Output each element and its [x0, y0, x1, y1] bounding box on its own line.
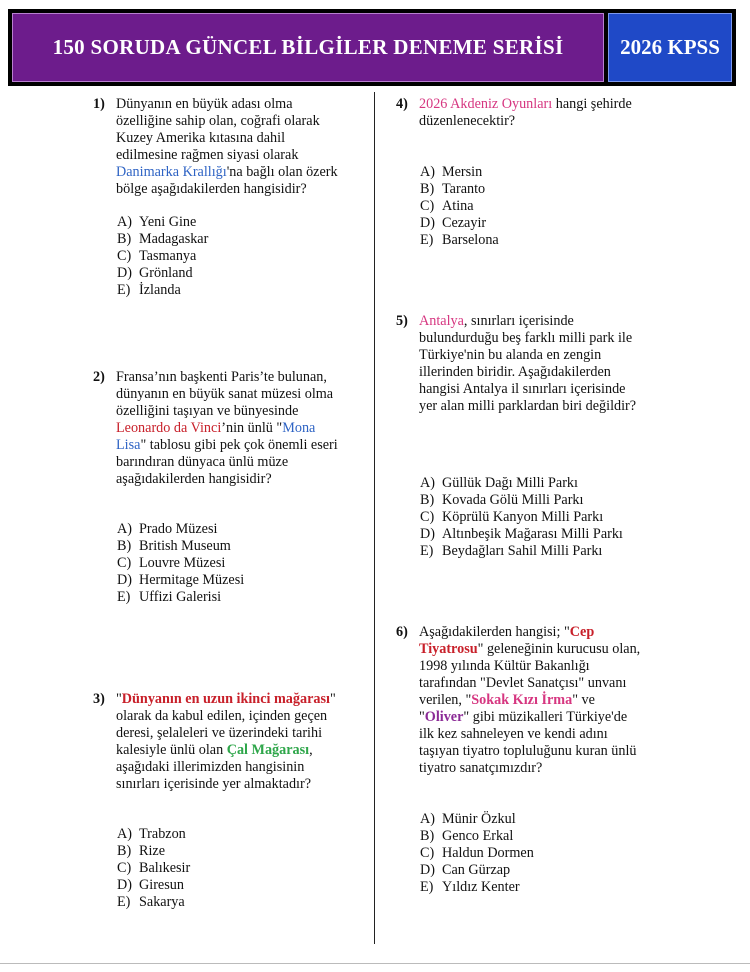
stem-text: tiyatro sanatçımızdır? — [419, 760, 543, 776]
stem-text: Kuzey Amerika kıtasına dahil — [116, 130, 286, 146]
answer-option[interactable] — [117, 265, 208, 282]
question-5 — [396, 313, 666, 415]
option-letter: A) — [420, 811, 435, 827]
stem-text: kalesiyle ünlü olan — [116, 742, 227, 758]
stem-text: özelliğini taşıyan ve bünyesinde — [116, 403, 299, 419]
option-text: Madagaskar — [139, 231, 209, 247]
question-2-options — [117, 521, 244, 606]
answer-option[interactable] — [420, 164, 499, 181]
question-6 — [396, 624, 666, 777]
answer-option[interactable] — [117, 843, 190, 860]
stem-line — [419, 760, 666, 777]
answer-option[interactable] — [117, 248, 208, 265]
stem-text: Türkiye'nin bu alanda en zengin — [419, 347, 602, 363]
stem-line — [116, 420, 363, 437]
question-5-options — [420, 475, 623, 560]
question-stem — [116, 691, 363, 793]
answer-option[interactable] — [117, 214, 208, 231]
question-stem — [116, 96, 363, 198]
exam-badge: 2026 KPSS — [620, 35, 720, 59]
stem-text: deresi, şelaleleri ve üzerindeki tarihi — [116, 725, 323, 741]
option-letter: A) — [117, 521, 132, 537]
page-bottom-edge — [0, 963, 750, 964]
answer-option[interactable] — [420, 198, 499, 215]
highlighted-term: Danimarka Krallığı — [116, 164, 227, 180]
option-text: Güllük Dağı Milli Parkı — [442, 475, 578, 491]
stem-line — [116, 725, 363, 742]
answer-option[interactable] — [420, 492, 623, 509]
question-stem — [419, 313, 666, 415]
answer-option[interactable] — [420, 475, 623, 492]
stem-line — [419, 624, 666, 641]
stem-text: 1998 yılında Kültür Bakanlığı — [419, 658, 590, 674]
option-text: Yeni Gine — [139, 214, 197, 230]
question-number: 2) — [93, 369, 105, 385]
stem-text: sınırları içerisinde yer almaktadır? — [116, 776, 311, 792]
option-letter: B) — [420, 181, 435, 197]
highlighted-term: Leonardo da Vinci — [116, 420, 222, 436]
option-text: Haldun Dormen — [442, 845, 534, 861]
stem-text: aşağıdaki illerimizden hangisinin — [116, 759, 305, 775]
stem-line — [116, 437, 363, 454]
option-text: Kovada Gölü Milli Parkı — [442, 492, 584, 508]
question-stem — [419, 96, 666, 130]
stem-line — [419, 675, 666, 692]
option-text: Giresun — [139, 877, 184, 893]
option-text: Genco Erkal — [442, 828, 514, 844]
stem-text: 'na bağlı olan özerk — [226, 164, 338, 180]
answer-option[interactable] — [420, 232, 499, 249]
option-text: Rize — [139, 843, 165, 859]
stem-text: " ve — [572, 692, 595, 708]
stem-line — [116, 147, 363, 164]
answer-option[interactable] — [117, 877, 190, 894]
option-text: Tasmanya — [139, 248, 197, 264]
stem-text: " tablosu gibi pek çok önemli eseri — [140, 437, 338, 453]
option-letter: A) — [420, 164, 435, 180]
option-letter: B) — [117, 843, 132, 859]
highlighted-term: Cep — [569, 624, 595, 640]
stem-text: taşıyan tiyatro topluluğunu kuran ünlü — [419, 743, 637, 759]
exam-badge-panel — [608, 13, 732, 82]
option-text: Münir Özkul — [442, 811, 516, 827]
option-text: Prado Müzesi — [139, 521, 218, 537]
stem-line — [116, 691, 363, 708]
option-text: Uffizi Galerisi — [139, 589, 222, 605]
page-title: 150 SORUDA GÜNCEL BİLGİLER DENEME SERİSİ — [52, 35, 564, 59]
stem-line — [419, 398, 666, 415]
option-text: Köprülü Kanyon Milli Parkı — [442, 509, 604, 525]
stem-text: bölge aşağıdakilerden hangisidir? — [116, 181, 307, 197]
answer-option[interactable] — [420, 543, 623, 560]
answer-option[interactable] — [117, 860, 190, 877]
option-text: Taranto — [442, 181, 486, 197]
answer-option[interactable] — [420, 215, 499, 232]
stem-text: olarak da kabul edilen, içinden geçen — [116, 708, 328, 724]
question-3 — [93, 691, 363, 793]
stem-line — [116, 369, 363, 386]
stem-line — [419, 364, 666, 381]
answer-option[interactable] — [117, 538, 244, 555]
highlighted-term: Sokak Kızı İrma — [471, 692, 573, 708]
question-4-options — [420, 164, 499, 249]
option-text: Trabzon — [139, 826, 186, 842]
stem-text: ’nin ünlü " — [221, 420, 283, 436]
stem-text: aşağıdakilerden hangisidir? — [116, 471, 272, 487]
stem-line — [419, 381, 666, 398]
option-letter: C) — [117, 860, 132, 876]
stem-line — [116, 742, 363, 759]
answer-option[interactable] — [420, 811, 534, 828]
answer-option[interactable] — [420, 828, 534, 845]
stem-line — [116, 708, 363, 725]
highlighted-term: Çal Mağarası — [226, 742, 310, 758]
question-number: 4) — [396, 96, 408, 112]
question-2 — [93, 369, 363, 488]
stem-line — [419, 330, 666, 347]
option-letter: D) — [420, 215, 435, 231]
option-text: Mersin — [442, 164, 483, 180]
stem-line — [419, 709, 666, 726]
highlighted-term: Dünyanın en uzun ikinci mağarası — [121, 691, 330, 707]
stem-text: dünyanın en büyük sanat müzesi olma — [116, 386, 334, 402]
question-number: 1) — [93, 96, 105, 112]
option-letter: A) — [420, 475, 435, 491]
option-text: Altınbeşik Mağarası Milli Parkı — [442, 526, 623, 542]
stem-line — [116, 386, 363, 403]
answer-option[interactable] — [420, 845, 534, 862]
stem-text: , sınırları içerisinde — [463, 313, 574, 329]
stem-text: özelliğine sahip olan, coğrafi olarak — [116, 113, 320, 129]
stem-line — [116, 113, 363, 130]
stem-line — [419, 726, 666, 743]
option-text: Sakarya — [139, 894, 185, 910]
option-letter: D) — [420, 526, 435, 542]
column-divider — [374, 92, 375, 944]
stem-text: hangi şehirde — [552, 96, 632, 112]
answer-option[interactable] — [117, 521, 244, 538]
option-letter: C) — [420, 845, 435, 861]
answer-option[interactable] — [420, 862, 534, 879]
stem-line — [116, 164, 363, 181]
answer-option[interactable] — [117, 894, 190, 911]
stem-text: ilk kez sahneleyen ve kendi adını — [419, 726, 608, 742]
question-stem — [419, 624, 666, 777]
stem-line — [419, 347, 666, 364]
question-4 — [396, 96, 666, 130]
stem-line — [419, 113, 666, 130]
answer-option[interactable] — [420, 181, 499, 198]
header-banner — [8, 9, 736, 86]
stem-line — [419, 96, 666, 113]
answer-option[interactable] — [420, 526, 623, 543]
option-letter: B) — [117, 538, 132, 554]
stem-line — [419, 313, 666, 330]
option-letter: B) — [420, 828, 435, 844]
stem-line — [419, 641, 666, 658]
stem-text: düzenlenecektir? — [419, 113, 516, 129]
stem-line — [419, 692, 666, 709]
option-letter: E) — [117, 894, 131, 910]
option-letter: E) — [117, 282, 131, 298]
answer-option[interactable] — [117, 555, 244, 572]
option-text: Balıkesir — [139, 860, 191, 876]
option-letter: C) — [420, 509, 435, 525]
stem-line — [116, 759, 363, 776]
option-text: Louvre Müzesi — [139, 555, 226, 571]
option-letter: D) — [117, 877, 132, 893]
stem-text: illerinden biridir. Aşağıdakilerden — [419, 364, 611, 380]
answer-option[interactable] — [117, 589, 244, 606]
highlighted-term: Mona — [282, 420, 316, 436]
option-letter: D) — [420, 862, 435, 878]
stem-text: " — [116, 691, 122, 707]
option-letter: E) — [420, 232, 434, 248]
stem-text: tarafından "Devlet Sanatçısı" unvanı — [419, 675, 627, 691]
highlighted-term: Oliver — [424, 709, 464, 725]
option-text: Beydağları Sahil Milli Parkı — [442, 543, 603, 559]
answer-option[interactable] — [117, 231, 208, 248]
option-letter: D) — [117, 265, 132, 281]
answer-option[interactable] — [117, 572, 244, 589]
stem-text: bulundurduğu beş farklı milli park ile — [419, 330, 633, 346]
stem-line — [419, 658, 666, 675]
option-text: Barselona — [442, 232, 499, 248]
highlighted-term: Tiyatrosu — [419, 641, 478, 657]
question-6-options — [420, 811, 534, 896]
stem-text: hangisi Antalya il sınırları içerisinde — [419, 381, 626, 397]
question-3-options — [117, 826, 190, 911]
question-stem — [116, 369, 363, 488]
answer-option[interactable] — [117, 826, 190, 843]
option-letter: A) — [117, 826, 132, 842]
stem-text: edilmesine rağmen siyasi olarak — [116, 147, 299, 163]
stem-line — [419, 743, 666, 760]
stem-text: " gibi müzikalleri Türkiye'de — [463, 709, 628, 725]
option-text: Grönland — [139, 265, 193, 281]
option-letter: C) — [117, 555, 132, 571]
stem-text: Aşağıdakilerden hangisi; " — [419, 624, 570, 640]
answer-option[interactable] — [420, 879, 534, 896]
option-text: Hermitage Müzesi — [139, 572, 245, 588]
stem-text: yer alan milli parklardan biri değildir? — [419, 398, 637, 414]
option-text: British Museum — [139, 538, 231, 554]
option-letter: C) — [117, 248, 132, 264]
option-letter: E) — [117, 589, 131, 605]
stem-text: Fransa’nın başkenti Paris’te bulunan, — [116, 369, 327, 385]
question-1-options — [117, 214, 208, 299]
stem-line — [116, 181, 363, 198]
option-letter: E) — [420, 543, 434, 559]
question-1 — [93, 96, 363, 198]
option-letter: C) — [420, 198, 435, 214]
answer-option[interactable] — [117, 282, 208, 299]
stem-line — [116, 403, 363, 420]
answer-option[interactable] — [420, 509, 623, 526]
option-text: Can Gürzap — [442, 862, 511, 878]
stem-text: " — [329, 691, 336, 707]
stem-line — [116, 130, 363, 147]
stem-text: verilen, " — [419, 692, 472, 708]
option-letter: D) — [117, 572, 132, 588]
highlighted-term: Lisa — [116, 437, 141, 453]
stem-text: barındıran dünyaca ünlü müze — [116, 454, 289, 470]
stem-text: Dünyanın en büyük adası olma — [116, 96, 293, 112]
option-text: Atina — [442, 198, 474, 214]
title-panel — [12, 13, 604, 82]
stem-line — [116, 96, 363, 113]
option-letter: E) — [420, 879, 434, 895]
stem-text: , — [309, 742, 313, 758]
stem-line — [116, 776, 363, 793]
highlighted-term: Antalya — [419, 313, 464, 329]
stem-text: " geleneğinin kurucusu olan, — [477, 641, 641, 657]
option-text: Cezayir — [442, 215, 487, 231]
question-number: 6) — [396, 624, 408, 640]
option-text: Yıldız Kenter — [442, 879, 520, 895]
question-number: 5) — [396, 313, 408, 329]
question-number: 3) — [93, 691, 105, 707]
stem-line — [116, 454, 363, 471]
option-letter: B) — [420, 492, 435, 508]
stem-text: " — [419, 709, 425, 725]
option-letter: B) — [117, 231, 132, 247]
stem-line — [116, 471, 363, 488]
option-letter: A) — [117, 214, 132, 230]
option-text: İzlanda — [139, 282, 181, 298]
highlighted-term: 2026 Akdeniz Oyunları — [419, 96, 553, 112]
